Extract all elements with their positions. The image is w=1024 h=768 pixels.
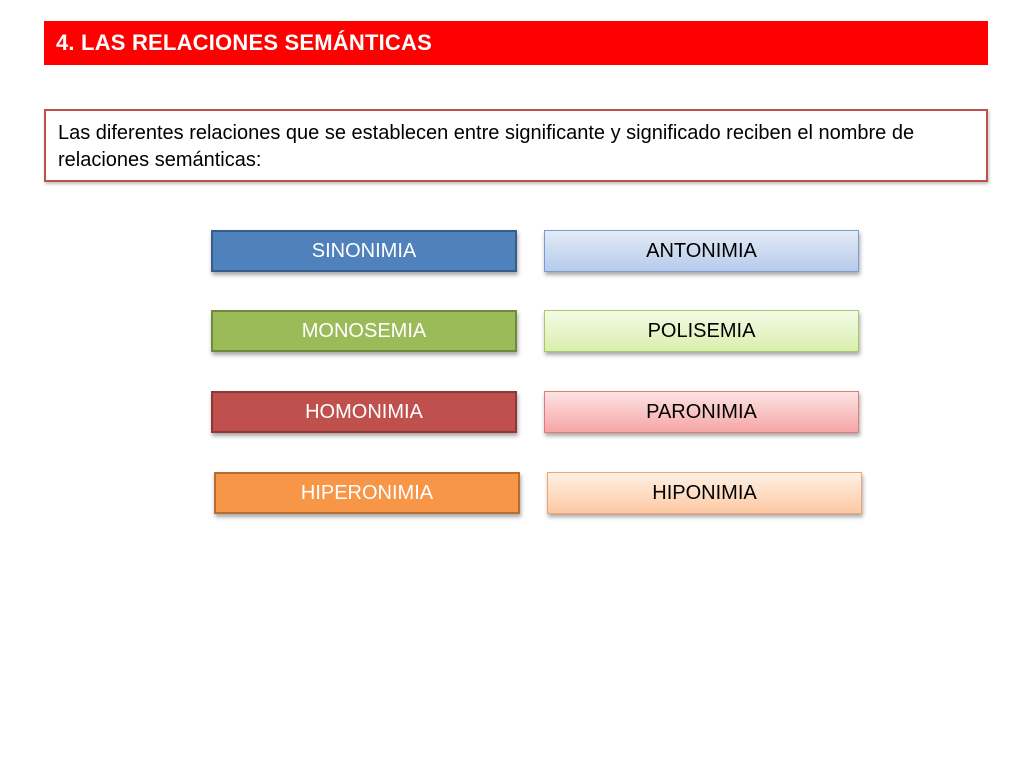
term-box-monosemia[interactable] [211,310,517,352]
term-label-hiponimia: HIPONIMIA [652,481,757,504]
term-label-sinonimia: SINONIMIA [311,239,417,262]
term-label-homonimia: HOMONIMIA [305,400,423,423]
term-box-antonimia[interactable] [544,230,859,272]
slide-title: 4. LAS RELACIONES SEMÁNTICAS [56,30,432,55]
term-label-hiperonimia: HIPERONIMIA [300,481,434,504]
term-label-paronimia: PARONIMIA [646,400,757,423]
term-label-polisemia: POLISEMIA [647,319,756,342]
intro-box [44,109,988,182]
title-bar [44,21,988,65]
term-label-antonimia: ANTONIMIA [646,239,757,262]
term-box-sinonimia[interactable] [211,230,517,272]
term-box-hiperonimia[interactable] [214,472,520,514]
term-box-hiponimia[interactable] [547,472,862,514]
term-box-homonimia[interactable] [211,391,517,433]
term-label-monosemia: MONOSEMIA [301,319,427,342]
term-box-paronimia[interactable] [544,391,859,433]
term-box-polisemia[interactable] [544,310,859,352]
intro-text: Las diferentes relaciones que se establecen entre significante y significado reciben el nombre de relaciones semánticas: [58,122,915,171]
